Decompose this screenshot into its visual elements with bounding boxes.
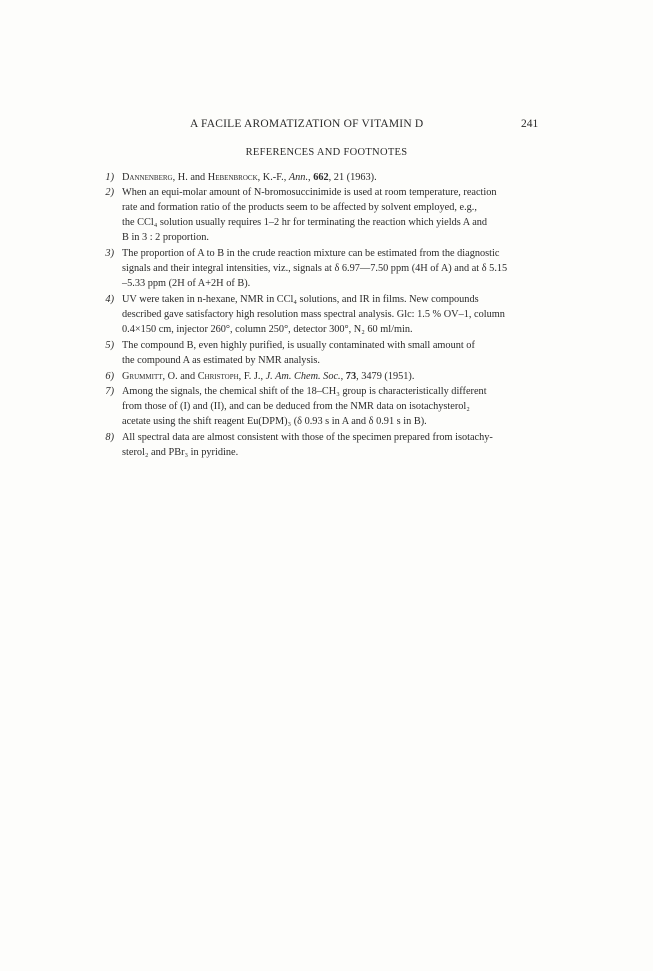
text-line: The compound B, even highly purified, is usually contaminated with small amount of bbox=[122, 340, 475, 351]
text-line: –5.33 ppm (2H of A+2H of B). bbox=[122, 278, 251, 289]
journal: J. Am. Chem. Soc. bbox=[265, 371, 341, 382]
reference-4 bbox=[105, 292, 540, 337]
page-number: 241 bbox=[521, 118, 539, 130]
reference-6 bbox=[105, 369, 540, 384]
citation-fragment: , F. J., bbox=[238, 371, 266, 382]
reference-number: 5) bbox=[105, 340, 114, 351]
citation-fragment: , K.-F., bbox=[257, 172, 289, 183]
reference-7 bbox=[105, 384, 540, 429]
reference-text bbox=[112, 246, 540, 291]
reference-3 bbox=[105, 246, 540, 291]
reference-number: 7) bbox=[105, 386, 114, 397]
citation-fragment: , 21 (1963). bbox=[328, 172, 377, 183]
text-line: the CCl₄ solution usually requires 1–2 hr for terminating the reaction which yields A and bbox=[122, 217, 488, 228]
text-line: The proportion of A to B in the crude reaction mixture can be estimated from the diagnostic bbox=[122, 248, 500, 259]
reference-text bbox=[112, 292, 540, 337]
reference-text bbox=[112, 170, 540, 185]
author: Christoph bbox=[197, 371, 239, 382]
text-line: When an equi-molar amount of N-bromosuccinimide is used at room temperature, reaction bbox=[122, 187, 497, 198]
reference-number: 8) bbox=[105, 432, 114, 443]
citation-fragment: , bbox=[340, 371, 346, 382]
reference-text bbox=[112, 185, 540, 245]
text-line: Among the signals, the chemical shift of the 18–CH₃ group is characteristically different bbox=[122, 386, 487, 397]
reference-text bbox=[112, 384, 540, 429]
text-line: rate and formation ratio of the products seem to be affected by solvent employed, e.g., bbox=[122, 202, 477, 213]
author: Hebenbrock bbox=[207, 172, 258, 183]
reference-2 bbox=[105, 185, 540, 245]
reference-number: 1) bbox=[105, 172, 114, 183]
citation-fragment: , 3479 (1951). bbox=[356, 371, 415, 382]
text-line: signals and their integral intensities, viz., signals at δ 6.97—7.50 ppm (4H of A) and at δ 5.15 bbox=[122, 263, 508, 274]
text-line: the compound A as estimated by NMR analysis. bbox=[122, 355, 320, 366]
text-line: acetate using the shift reagent Eu(DPM)₃ (δ 0.93 s in A and δ 0.91 s in B). bbox=[122, 416, 427, 427]
text-line: described gave satisfactory high resolution mass spectral analysis. Glc: 1.5 % OV–1, column bbox=[122, 309, 505, 320]
section-title: REFERENCES AND FOOTNOTES bbox=[245, 147, 408, 158]
citation-fragment: , bbox=[308, 172, 314, 183]
running-head: A FACILE AROMATIZATION OF VITAMIN D bbox=[190, 118, 424, 130]
reference-number: 4) bbox=[105, 294, 114, 305]
reference-text bbox=[112, 369, 540, 384]
citation-fragment: , H. and bbox=[172, 172, 208, 183]
text-line: UV were taken in n-hexane, NMR in CCl₄ solutions, and IR in films. New compounds bbox=[122, 294, 479, 305]
reference-5 bbox=[105, 338, 540, 368]
reference-text bbox=[112, 430, 540, 460]
journal: Ann. bbox=[288, 172, 309, 183]
author: Dannenberg bbox=[122, 172, 173, 183]
author: Grummitt bbox=[122, 371, 163, 382]
citation-fragment: , O. and bbox=[162, 371, 198, 382]
text-line: from those of (I) and (II), and can be deduced from the NMR data on isotachysterol₂ bbox=[122, 401, 470, 412]
volume: 662 bbox=[313, 172, 329, 183]
reference-number: 6) bbox=[105, 371, 114, 382]
volume: 73 bbox=[345, 371, 357, 382]
reference-1 bbox=[105, 170, 540, 185]
text-line: B in 3 : 2 proportion. bbox=[122, 232, 209, 243]
text-line: All spectral data are almost consistent with those of the specimen prepared from isotachy- bbox=[122, 432, 493, 443]
reference-text bbox=[112, 338, 540, 368]
reference-number: 2) bbox=[105, 187, 114, 198]
text-line: sterol₂ and PBr₃ in pyridine. bbox=[122, 447, 239, 458]
text-line: 0.4×150 cm, injector 260°, column 250°, detector 300°, N₂ 60 ml/min. bbox=[122, 324, 413, 335]
reference-number: 3) bbox=[105, 248, 114, 259]
reference-8 bbox=[105, 430, 540, 460]
